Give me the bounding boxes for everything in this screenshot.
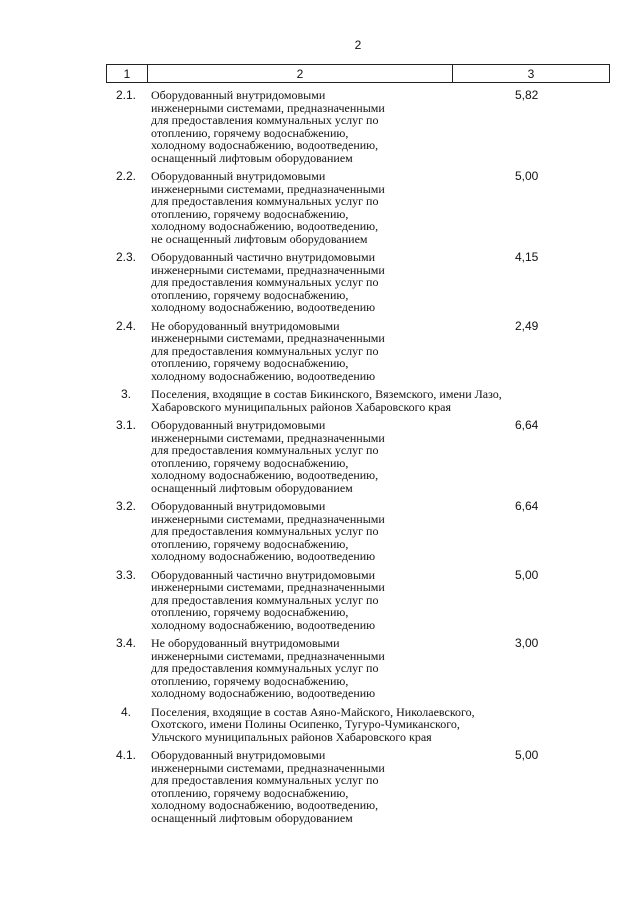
header-col-2: 2 (148, 65, 453, 82)
page-number: 2 (354, 38, 362, 52)
row-value: 6,64 (515, 418, 539, 432)
row-value: 5,00 (515, 169, 539, 183)
header-col-1: 1 (107, 65, 148, 82)
table-header (106, 64, 610, 83)
row-description: Не оборудованный внутридомовыми инженерными системами, предназначенными для предоставления коммунальных услуг по отоплению, горячему водоснабжению, холодному водоснабжению, водоотведению (151, 636, 385, 700)
row-number: 2.1. (115, 88, 136, 102)
section-title: Поселения, входящие в состав Бикинского, Вяземского, имени Лазо, Хабаровского муниципальных районов Хабаровского края (151, 387, 502, 414)
table-row (106, 500, 610, 563)
table-row (106, 569, 610, 632)
section-row (106, 706, 610, 744)
row-number: 4.1. (115, 748, 136, 762)
row-value: 5,00 (515, 567, 539, 582)
table-row (106, 170, 610, 245)
header-col-3: 3 (527, 66, 535, 81)
row-description: Оборудованный внутридомовыми инженерными системами, предназначенными для предоставления коммунальных услуг по отоплению, горячему водоснабжению, холодному водоснабжению, водоотведению, не оснащенный лифтовым оборудованием (151, 169, 385, 246)
row-value: 2,49 (515, 318, 539, 333)
table-row (106, 89, 610, 164)
section-number: 4. (120, 704, 131, 719)
section-number: 3. (120, 387, 131, 401)
row-description: Не оборудованный внутридомовыми инженерными системами, предназначенными для предоставления коммунальных услуг по отоплению, горячему водоснабжению, холодному водоснабжению, водоотведению (151, 318, 385, 383)
row-description: Оборудованный внутридомовыми инженерными системами, предназначенными для предоставления коммунальных услуг по отоплению, горячему водоснабжению, холодному водоснабжению, водоотведению, оснащенный лифтовым оборудованием (151, 418, 385, 495)
row-description: Оборудованный внутридомовыми инженерными системами, предназначенными для предоставления коммунальных услуг по отоплению, горячему водоснабжению, холодному водоснабжению, водоотведению (151, 499, 385, 563)
row-description: Оборудованный внутридомовыми инженерными системами, предназначенными для предоставления коммунальных услуг по отоплению, горячему водоснабжению, холодному водоснабжению, водоотведению, оснащенный лифтовым оборудованием (151, 748, 385, 825)
section-title: Поселения, входящие в состав Аяно-Майского, Николаевского, Охотского, имени Полины Осипенко, Тугуро-Чумиканского, Ульчского муниципальных районов Хабаровского края (151, 704, 475, 744)
section-row (106, 388, 610, 413)
row-number: 3.4. (115, 636, 136, 650)
row-description: Оборудованный частично внутридомовыми инженерными системами, предназначенными для предоставления коммунальных услуг по отоплению, горячему водоснабжению, холодному водоснабжению, водоотведению (151, 250, 385, 314)
table-body (106, 89, 610, 830)
row-number: 3.2. (115, 499, 136, 513)
row-value: 5,82 (515, 88, 539, 102)
table-row (106, 749, 610, 824)
row-number: 2.2. (115, 169, 136, 183)
table-row (106, 419, 610, 494)
row-value: 6,64 (515, 499, 539, 513)
row-number: 2.3. (115, 250, 136, 264)
row-value: 4,15 (515, 250, 539, 264)
table-row (106, 320, 610, 383)
row-value: 5,00 (515, 748, 539, 762)
row-number: 3.3. (115, 567, 136, 582)
table-row (106, 251, 610, 314)
table-row (106, 637, 610, 700)
row-description: Оборудованный внутридомовыми инженерными системами, предназначенными для предоставления коммунальных услуг по отоплению, горячему водоснабжению, холодному водоснабжению, водоотведению, оснащенный лифтовым оборудованием (151, 88, 385, 165)
row-number: 3.1. (115, 418, 136, 432)
row-value: 3,00 (515, 636, 539, 650)
row-description: Оборудованный частично внутридомовыми инженерными системами, предназначенными для предоставления коммунальных услуг по отоплению, горячему водоснабжению, холодному водоснабжению, водоотведению (151, 567, 385, 632)
row-number: 2.4. (115, 318, 136, 333)
